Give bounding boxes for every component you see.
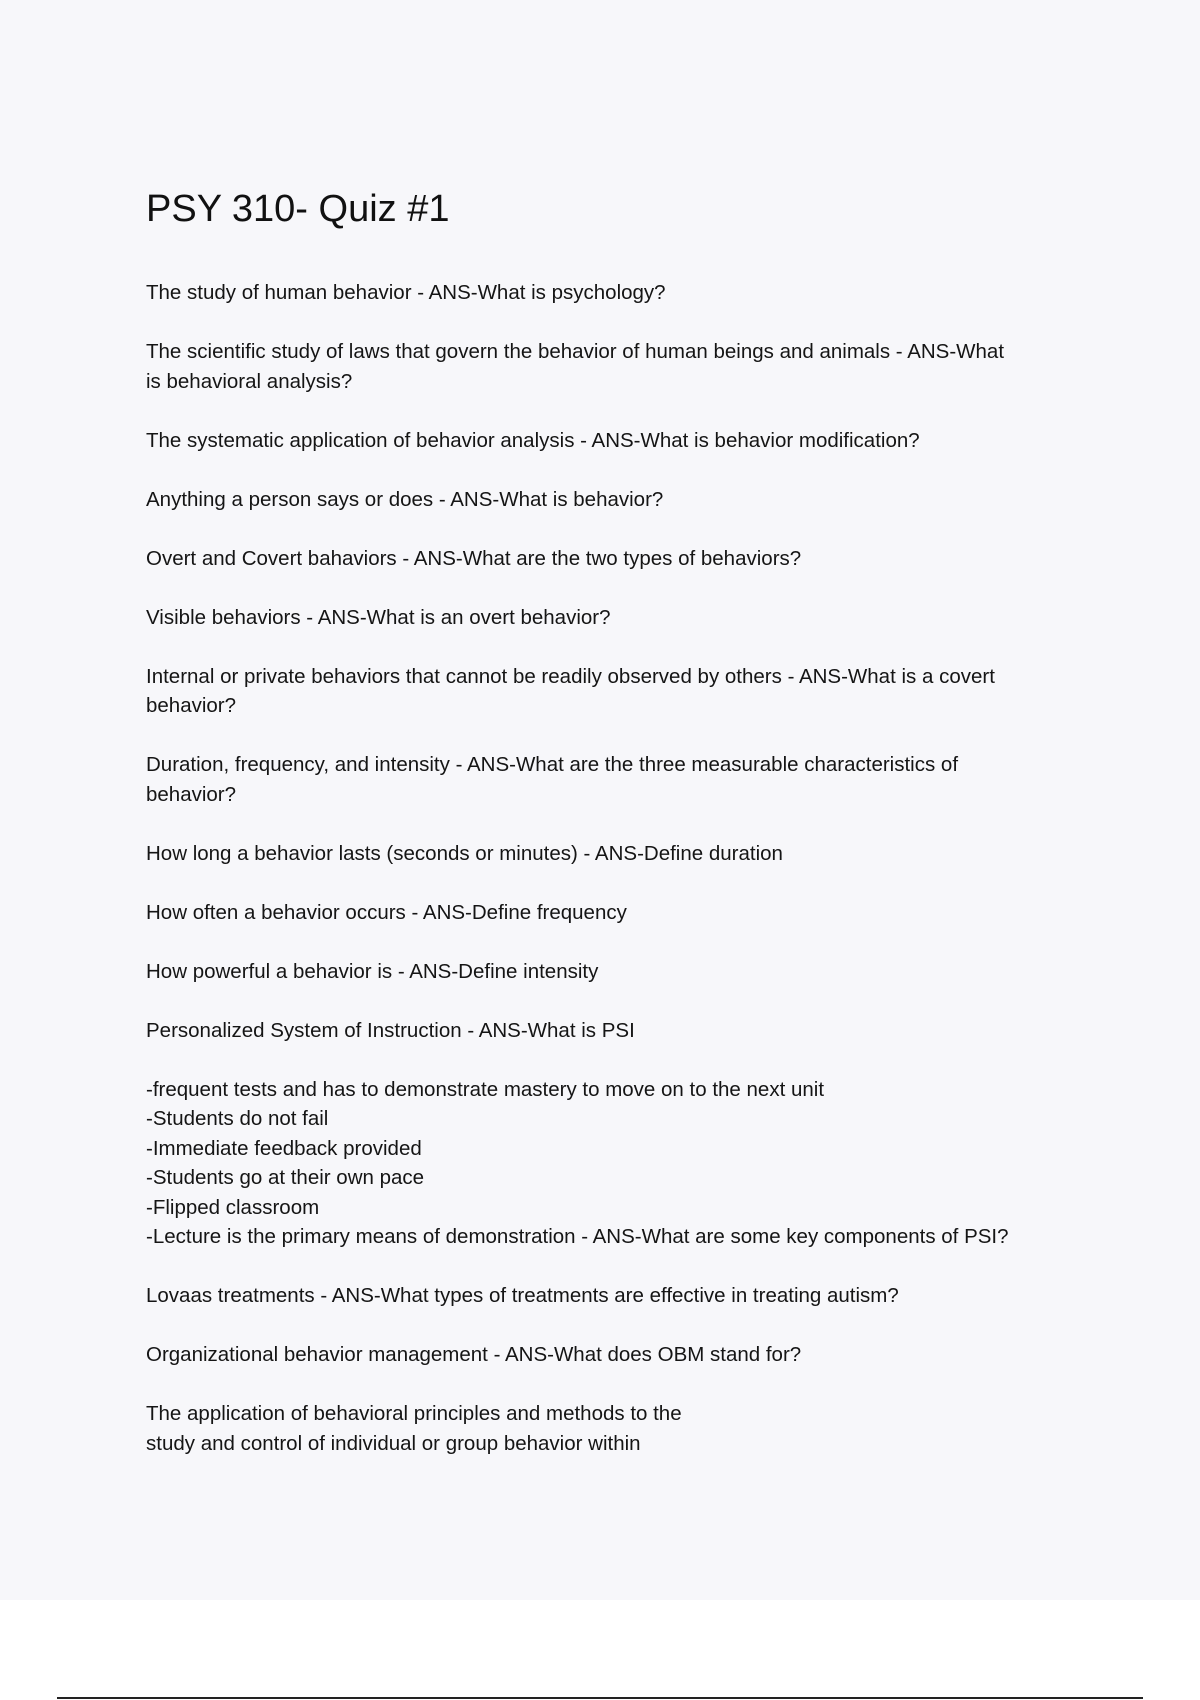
qa-line: -Flipped classroom: [146, 1195, 320, 1219]
qa-line: The scientific study of laws that govern the behavior of human beings and animals - ANS-What: [146, 340, 1005, 363]
qa-line: The systematic application of behavior analysis - ANS-What is behavior modification?: [146, 428, 920, 452]
qa-line: Duration, frequency, and intensity - ANS-What are the three measurable characteristics of: [146, 753, 959, 776]
qa-line: is behavioral analysis?: [146, 369, 353, 393]
qa-line: How often a behavior occurs - ANS-Define frequency: [146, 900, 627, 924]
qa-line: Lovaas treatments - ANS-What types of treatments are effective in treating autism?: [146, 1284, 899, 1307]
qa-item: [146, 957, 1106, 987]
qa-line: How powerful a behavior is - ANS-Define intensity: [146, 959, 599, 983]
qa-line: -frequent tests and has to demonstrate mastery to move on to the next unit: [146, 1077, 825, 1101]
page-title: PSY 310- Quiz #1: [146, 188, 450, 230]
qa-line: -Students go at their own pace: [146, 1166, 425, 1189]
qa-item: [146, 337, 1106, 396]
qa-item: [146, 544, 1106, 574]
qa-item: [146, 1075, 1106, 1252]
qa-item: [146, 750, 1106, 809]
qa-item: [146, 898, 1106, 928]
footer-divider: [57, 1697, 1143, 1699]
qa-line: Overt and Covert bahaviors - ANS-What are the two types of behaviors?: [146, 546, 802, 570]
qa-line: How long a behavior lasts (seconds or minutes) - ANS-Define duration: [146, 841, 783, 865]
qa-item: [146, 1399, 1106, 1458]
qa-line: behavior?: [146, 782, 237, 806]
qa-item: [146, 1340, 1106, 1370]
qa-item: [146, 1016, 1106, 1046]
qa-line: Internal or private behaviors that cannot be readily observed by others - ANS-What is a covert: [146, 664, 995, 688]
qa-item: [146, 485, 1106, 515]
qa-line: -Immediate feedback provided: [146, 1136, 422, 1160]
qa-item: [146, 839, 1106, 869]
qa-item: [146, 426, 1106, 456]
qa-item: [146, 603, 1106, 633]
qa-line: Visible behaviors - ANS-What is an overt behavior?: [146, 605, 611, 629]
qa-line: Anything a person says or does - ANS-What is behavior?: [146, 487, 664, 511]
qa-line: Organizational behavior management - ANS-What does OBM stand for?: [146, 1343, 802, 1366]
qa-line: The application of behavioral principles and methods to the: [146, 1402, 682, 1425]
qa-item: [146, 278, 1106, 308]
qa-line: Personalized System of Instruction - ANS-What is PSI: [146, 1018, 635, 1042]
qa-line: -Students do not fail: [146, 1107, 329, 1130]
document-content: [146, 182, 1106, 1488]
qa-item: [146, 662, 1106, 721]
qa-line: -Lecture is the primary means of demonstration - ANS-What are some key components of PSI?: [146, 1225, 1009, 1248]
qa-item: [146, 1281, 1106, 1311]
qa-line: The study of human behavior - ANS-What is psychology?: [146, 281, 666, 304]
qa-line: behavior?: [146, 694, 237, 717]
qa-line: study and control of individual or group behavior within: [146, 1431, 641, 1455]
qa-list: [146, 278, 1106, 1458]
